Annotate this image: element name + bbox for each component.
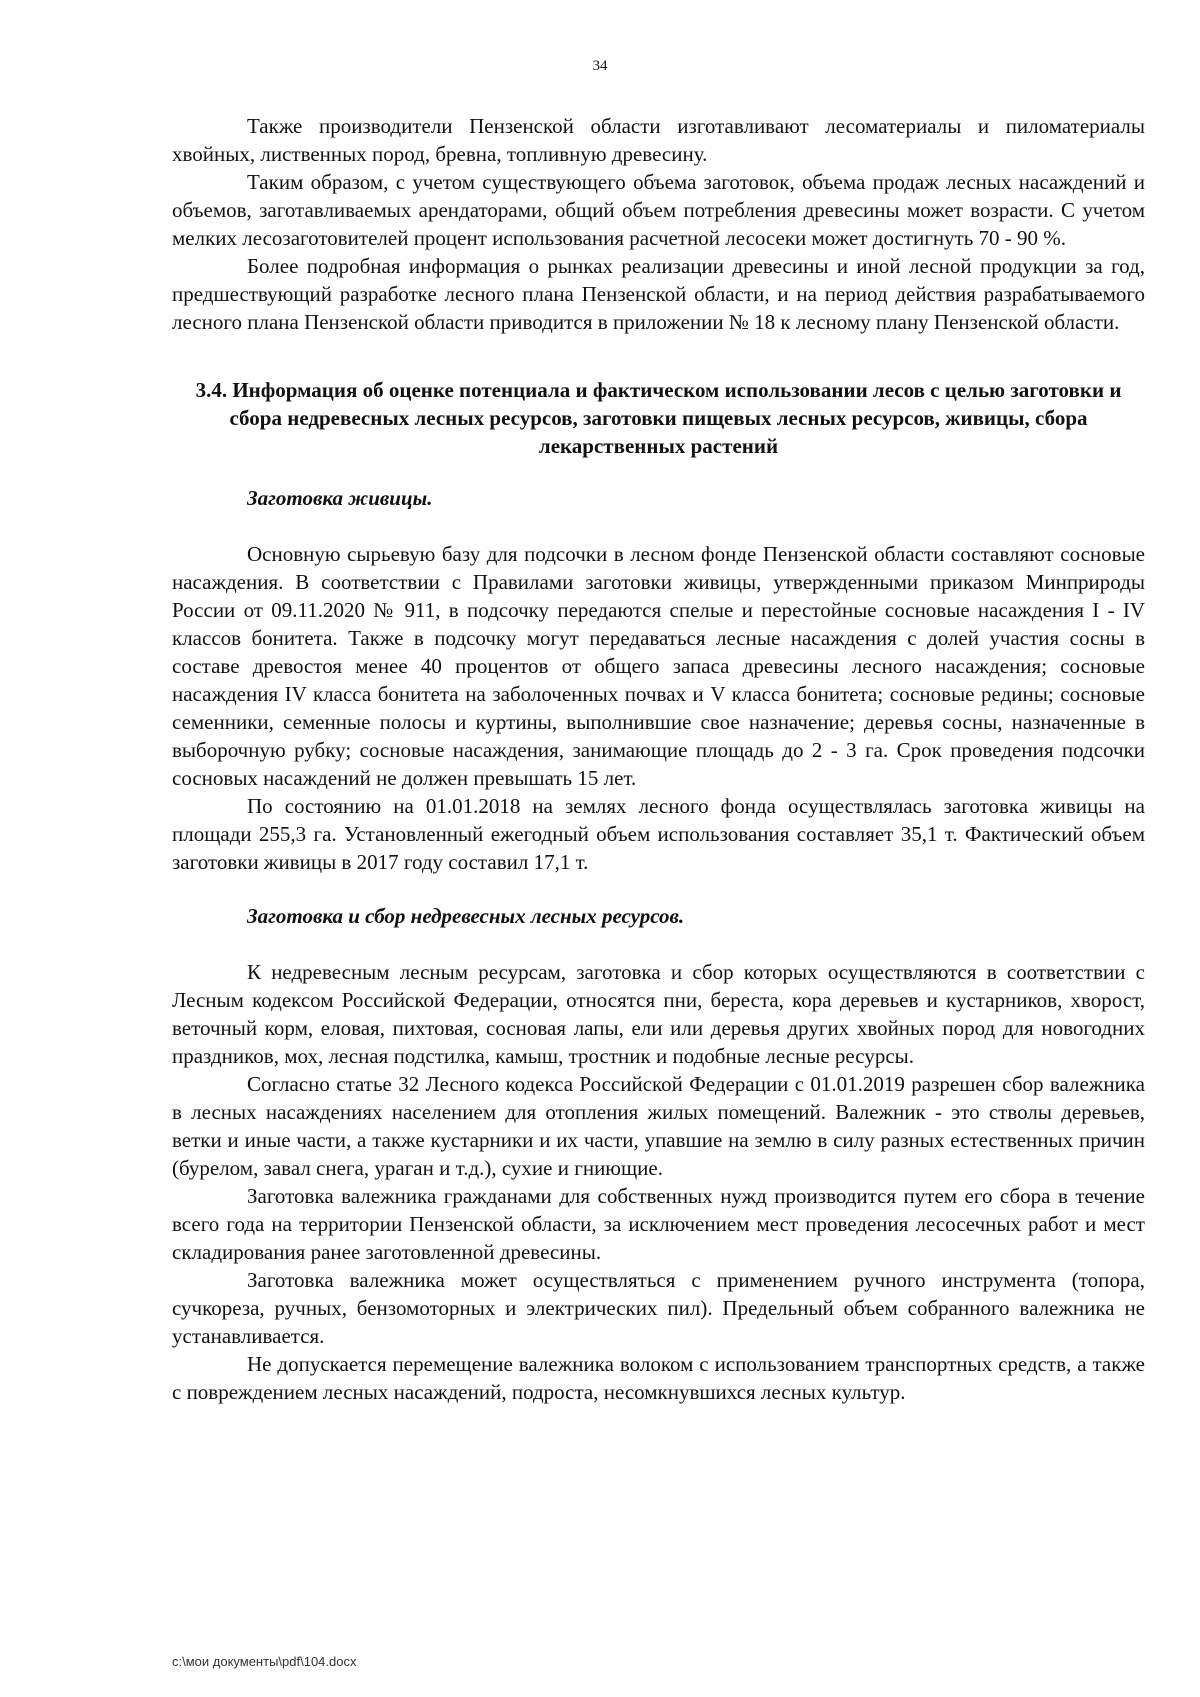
page-number: 34 bbox=[592, 58, 608, 74]
paragraph: Более подробная информация о рынках реализации древесины и иной лесной продукции за год, предшествующий разработке лесного плана Пензенской области, и на период действия разрабатываемого лесного плана Пензенской области приводится в приложении № 18 к лесному плану Пензенской области. bbox=[172, 254, 1145, 334]
paragraph: Основную сырьевую базу для подсочки в лесном фонде Пензенской области составляют сосновые насаждения. В соответствии с Правилами заготовки живицы, утвержденными приказом Минприроды России от 09.11.2020 № 911, в подсочку передаются спелые и перестойные сосновые насаждения I - IV классов бонитета. Также в подсочку могут передаваться лесные насаждения с долей участия сосны в составе древостоя менее 40 процентов от общего запаса древесины лесного насаждения; сосновые насаждения IV класса бонитета на заболоченных почвах и V класса бонитета; сосновые редины; сосновые семенники, семенные полосы и куртины, выполнившие свое назначение; деревья сосны, назначенные в выборочную рубку; сосновые насаждения, занимающие площадь до 2 - 3 га. Срок проведения подсочки сосновых насаждений не должен превышать 15 лет. bbox=[172, 542, 1145, 790]
paragraph: Не допускается перемещение валежника волоком с использованием транспортных средств, а также с повреждением лесных насаждений, подроста, несомкнувшихся лесных культур. bbox=[172, 1352, 1145, 1404]
paragraph: К недревесным лесным ресурсам, заготовка и сбор которых осуществляются в соответствии с Лесным кодексом Российской Федерации, относятся пни, береста, кора деревьев и кустарников, хворост, веточный корм, еловая, пихтовая, сосновая лапы, ели или деревья других хвойных пород для новогодних праздников, мох, лесная подстилка, камыш, тростник и подобные лесные ресурсы. bbox=[172, 960, 1145, 1068]
file-path-footer: c:\мои документы\pdf\104.docx bbox=[172, 1654, 357, 1669]
document-body bbox=[172, 112, 1145, 1406]
paragraph: Заготовка валежника может осуществляться с применением ручного инструмента (топора, сучкореза, ручных, бензомоторных и электрических пил). Предельный объем собранного валежника не устанавливается. bbox=[172, 1268, 1145, 1348]
section-heading: 3.4. Информация об оценке потенциала и фактическом использовании лесов с целью заготовки и сбора недревесных лесных ресурсов, заготовки пищевых лесных ресурсов, живицы, сбора лекарственных растений bbox=[195, 378, 1122, 458]
subsection-title-nonwood: Заготовка и сбор недревесных лесных ресурсов. bbox=[247, 904, 685, 928]
paragraph: Согласно статье 32 Лесного кодекса Российской Федерации с 01.01.2019 разрешен сбор валежника в лесных насаждениях населением для отопления жилых помещений. Валежник - это стволы деревьев, ветки и иные части, а также кустарники и их части, упавшие на землю в силу разных естественных причин (бурелом, завал снега, ураган и т.д.), сухие и гниющие. bbox=[172, 1072, 1145, 1180]
subsection-title-resin: Заготовка живицы. bbox=[247, 486, 433, 510]
paragraph: Также производители Пензенской области изготавливают лесоматериалы и пиломатериалы хвойных, лиственных пород, бревна, топливную древесину. bbox=[172, 114, 1145, 166]
paragraph: По состоянию на 01.01.2018 на землях лесного фонда осуществлялась заготовка живицы на площади 255,3 га. Установленный ежегодный объем использования составляет 35,1 т. Фактический объем заготовки живицы в 2017 году составил 17,1 т. bbox=[172, 794, 1145, 874]
paragraph: Заготовка валежника гражданами для собственных нужд производится путем его сбора в течение всего года на территории Пензенской области, за исключением мест проведения лесосечных работ и мест складирования ранее заготовленной древесины. bbox=[172, 1184, 1145, 1264]
paragraph: Таким образом, с учетом существующего объема заготовок, объема продаж лесных насаждений и объемов, заготавливаемых арендаторами, общий объем потребления древесины может возрасти. С учетом мелких лесозаготовителей процент использования расчетной лесосеки может достигнуть 70 - 90 %. bbox=[172, 170, 1145, 250]
